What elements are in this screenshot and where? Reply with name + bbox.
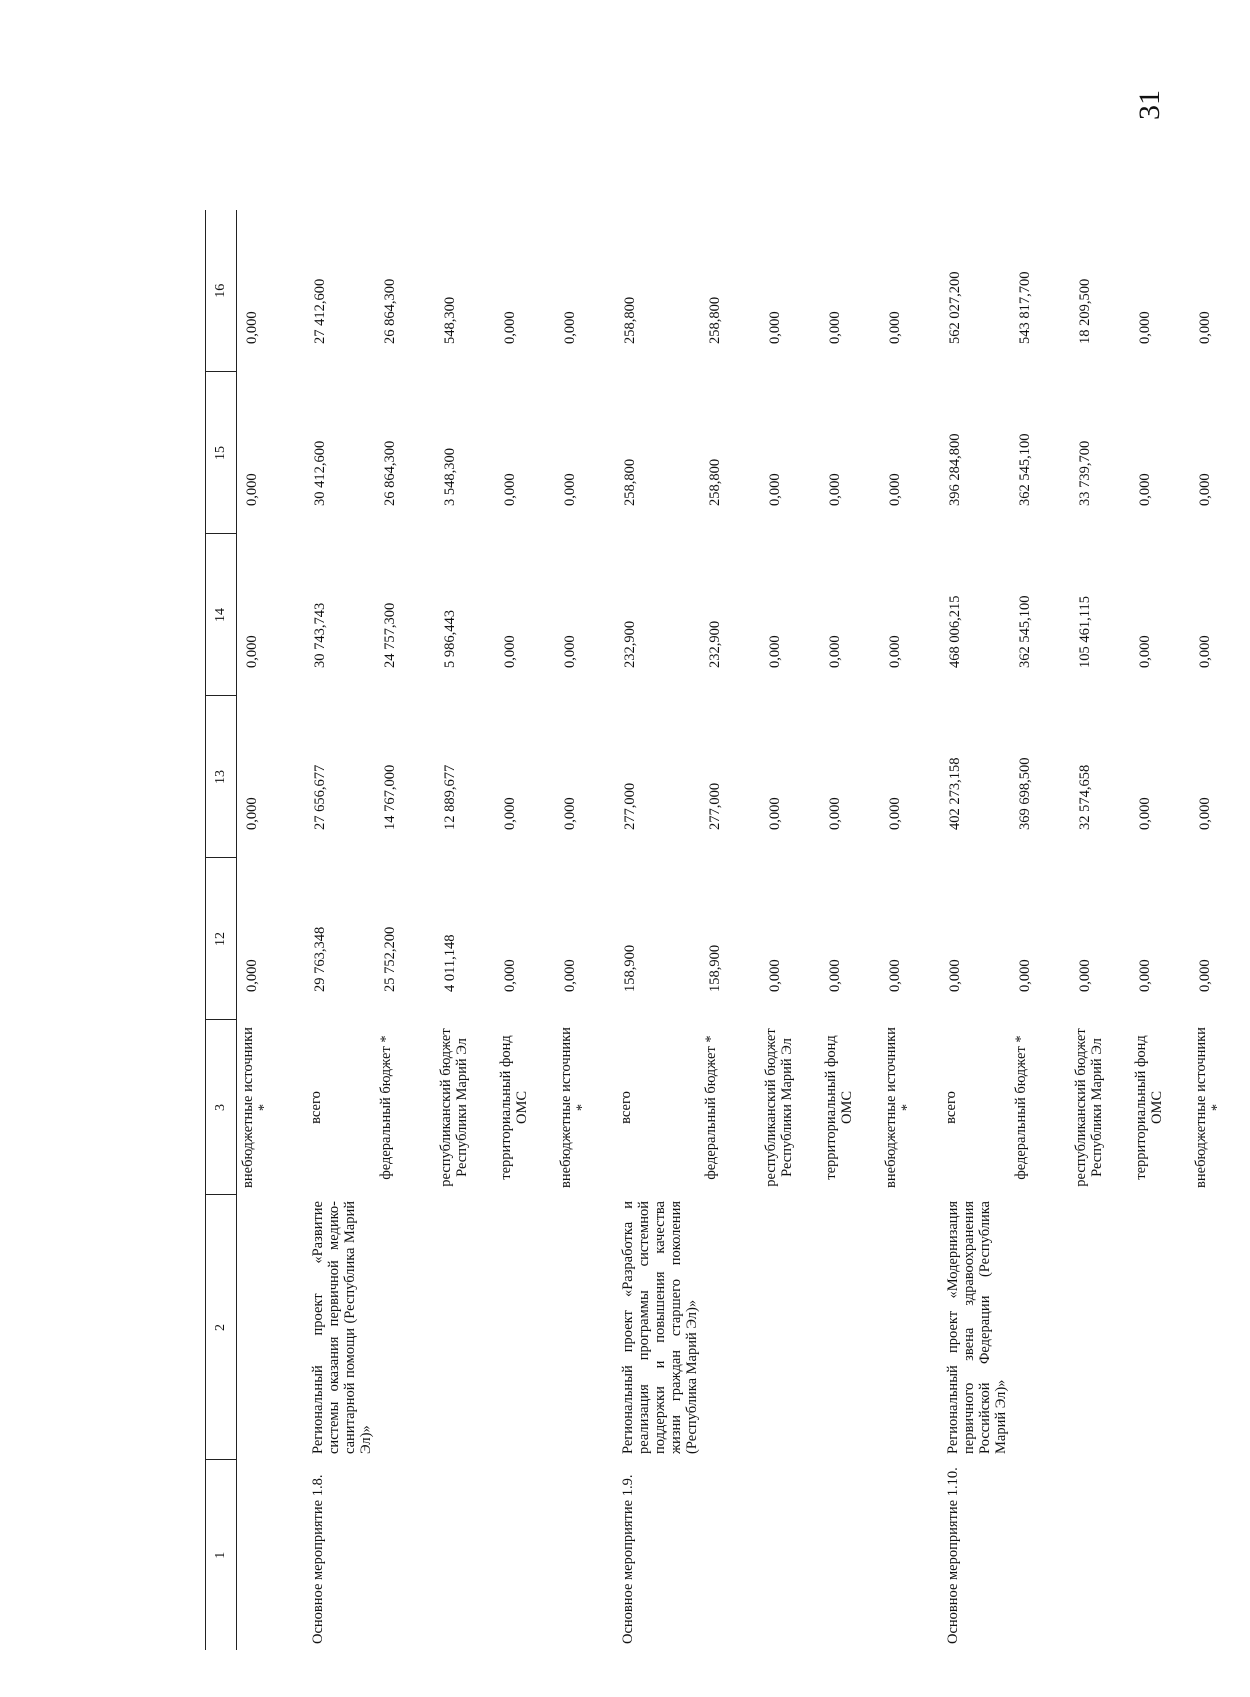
source-cell: республиканский бюджет Республики Марий Эл bbox=[437, 1028, 470, 1187]
source-cell: республиканский бюджет Республики Марий Эл bbox=[763, 1028, 796, 1187]
table-row bbox=[1070, 210, 1130, 1650]
value-cell: 33 739,700 bbox=[1077, 440, 1094, 506]
value-cell: 27 656,677 bbox=[312, 764, 328, 830]
table-row bbox=[940, 210, 1010, 1650]
value-cell: 14 767,000 bbox=[381, 764, 398, 830]
table-row bbox=[435, 210, 495, 1650]
value-cell: 4 011,148 bbox=[441, 934, 458, 992]
value-cell: 0,000 bbox=[887, 635, 904, 668]
value-cell: 0,000 bbox=[947, 959, 964, 992]
measure-cell bbox=[820, 1460, 880, 1650]
source-cell: всего bbox=[308, 1091, 324, 1124]
value-cell: 0,000 bbox=[1137, 959, 1154, 992]
value-cell: 5 986,443 bbox=[441, 610, 458, 668]
value-cell: 0,000 bbox=[767, 635, 784, 668]
value-cell: 277,000 bbox=[707, 782, 724, 830]
project-cell bbox=[700, 1195, 760, 1460]
value-cell: 26 864,300 bbox=[381, 440, 398, 506]
value-cell: 0,000 bbox=[827, 959, 844, 992]
value-cell: 369 698,500 bbox=[1017, 757, 1034, 830]
table-row bbox=[615, 210, 701, 1650]
project-cell bbox=[375, 1195, 435, 1460]
table-row bbox=[555, 210, 615, 1650]
header-cell: 16 bbox=[206, 210, 237, 372]
header-cell: 15 bbox=[206, 372, 237, 534]
value-cell: 402 273,158 bbox=[947, 757, 964, 830]
value-cell: 26 864,300 bbox=[381, 278, 398, 344]
table-row bbox=[495, 210, 555, 1650]
measure-cell bbox=[435, 1460, 495, 1650]
table-row bbox=[880, 210, 940, 1650]
header-cell: 12 bbox=[206, 858, 237, 1020]
value-cell: 562 027,200 bbox=[947, 271, 964, 344]
value-cell: 25 752,200 bbox=[381, 926, 398, 992]
value-cell: 548,300 bbox=[441, 296, 458, 344]
value-cell: 0,000 bbox=[1017, 959, 1034, 992]
project-cell bbox=[820, 1195, 880, 1460]
value-cell: 0,000 bbox=[244, 311, 260, 344]
value-cell: 0,000 bbox=[561, 797, 578, 830]
project-cell: Региональный проект «Модернизация первичного звена здравоохранения Российской Федерации (Республика Марий Эл)» bbox=[945, 1201, 1010, 1454]
value-cell: 0,000 bbox=[1197, 959, 1214, 992]
table-row bbox=[1130, 210, 1190, 1650]
project-cell bbox=[237, 1195, 306, 1460]
header-cell: 3 bbox=[206, 1020, 237, 1195]
source-cell: территориальный фонд ОМС bbox=[497, 1035, 530, 1180]
measure-cell bbox=[555, 1460, 615, 1650]
value-cell: 0,000 bbox=[1137, 635, 1154, 668]
measure-cell bbox=[495, 1460, 555, 1650]
source-cell: внебюджетные источники * bbox=[557, 1027, 590, 1188]
value-cell: 543 817,700 bbox=[1017, 271, 1034, 344]
value-cell: 0,000 bbox=[501, 959, 518, 992]
value-cell: 0,000 bbox=[244, 635, 260, 668]
value-cell: 0,000 bbox=[561, 959, 578, 992]
value-cell: 0,000 bbox=[1077, 959, 1094, 992]
value-cell: 0,000 bbox=[827, 797, 844, 830]
value-cell: 0,000 bbox=[827, 473, 844, 506]
value-cell: 3 548,300 bbox=[441, 448, 458, 506]
value-cell: 258,800 bbox=[707, 458, 724, 506]
measure-cell bbox=[1070, 1460, 1130, 1650]
value-cell: 0,000 bbox=[887, 311, 904, 344]
source-cell: внебюджетные источники * bbox=[1193, 1027, 1226, 1188]
value-cell: 0,000 bbox=[767, 311, 784, 344]
value-cell: 32 574,658 bbox=[1077, 764, 1094, 830]
value-cell: 12 889,677 bbox=[441, 764, 458, 830]
table-row bbox=[375, 210, 435, 1650]
value-cell: 232,900 bbox=[707, 620, 724, 668]
value-cell: 0,000 bbox=[1137, 473, 1154, 506]
measure-cell bbox=[1130, 1460, 1190, 1650]
value-cell: 0,000 bbox=[501, 473, 518, 506]
measure-cell bbox=[1190, 1460, 1250, 1650]
source-cell: внебюджетные источники * bbox=[883, 1027, 916, 1188]
source-cell: территориальный фонд ОМС bbox=[823, 1035, 856, 1180]
value-cell: 105 461,115 bbox=[1077, 596, 1094, 668]
header-cell: 14 bbox=[206, 534, 237, 696]
value-cell: 30 412,600 bbox=[312, 440, 328, 506]
value-cell: 30 743,743 bbox=[312, 602, 328, 668]
value-cell: 0,000 bbox=[561, 635, 578, 668]
source-cell: федеральный бюджет * bbox=[703, 1035, 720, 1180]
header-row bbox=[206, 210, 237, 1650]
value-cell: 158,900 bbox=[621, 944, 638, 992]
table-row bbox=[820, 210, 880, 1650]
table-row bbox=[700, 210, 760, 1650]
value-cell: 0,000 bbox=[561, 473, 578, 506]
source-cell: внебюджетные источники * bbox=[240, 1027, 272, 1188]
measure-cell bbox=[760, 1460, 820, 1650]
funding-table bbox=[205, 210, 1250, 1650]
value-cell: 0,000 bbox=[887, 473, 904, 506]
source-cell: федеральный бюджет * bbox=[1013, 1035, 1030, 1180]
project-cell bbox=[435, 1195, 495, 1460]
value-cell: 0,000 bbox=[887, 797, 904, 830]
project-cell bbox=[1190, 1195, 1250, 1460]
measure-cell: Основное мероприятие 1.9. bbox=[619, 1474, 636, 1644]
value-cell: 0,000 bbox=[767, 797, 784, 830]
value-cell: 0,000 bbox=[244, 797, 260, 830]
value-cell: 0,000 bbox=[887, 959, 904, 992]
project-cell: Региональный проект «Развитие системы оказания первичной медико-санитарной помощи (Республика Марий Эл)» bbox=[310, 1201, 374, 1454]
header-cell: 2 bbox=[206, 1195, 237, 1460]
value-cell: 258,800 bbox=[621, 296, 638, 344]
value-cell: 362 545,100 bbox=[1017, 595, 1034, 668]
value-cell: 0,000 bbox=[244, 473, 260, 506]
source-cell: республиканский бюджет Республики Марий Эл bbox=[1073, 1028, 1106, 1187]
value-cell: 0,000 bbox=[767, 959, 784, 992]
value-cell: 0,000 bbox=[1137, 797, 1154, 830]
measure-cell: Основное мероприятие 1.10. bbox=[945, 1467, 962, 1644]
value-cell: 0,000 bbox=[1197, 311, 1214, 344]
value-cell: 0,000 bbox=[561, 311, 578, 344]
source-cell: федеральный бюджет * bbox=[377, 1035, 394, 1180]
source-cell: всего bbox=[617, 1091, 634, 1124]
value-cell: 0,000 bbox=[244, 959, 260, 992]
header-cell: 1 bbox=[206, 1460, 237, 1650]
value-cell: 18 209,500 bbox=[1077, 278, 1094, 344]
measure-cell bbox=[1010, 1460, 1070, 1650]
value-cell: 27 412,600 bbox=[312, 278, 328, 344]
value-cell: 158,900 bbox=[707, 944, 724, 992]
value-cell: 0,000 bbox=[1197, 635, 1214, 668]
page-number: 31 bbox=[1133, 90, 1166, 120]
value-cell: 0,000 bbox=[501, 797, 518, 830]
table-row bbox=[305, 210, 375, 1650]
value-cell: 0,000 bbox=[827, 311, 844, 344]
project-cell bbox=[1010, 1195, 1070, 1460]
project-cell bbox=[880, 1195, 940, 1460]
value-cell: 258,800 bbox=[707, 296, 724, 344]
table-row bbox=[237, 210, 306, 1650]
measure-cell bbox=[880, 1460, 940, 1650]
value-cell: 0,000 bbox=[501, 311, 518, 344]
value-cell: 258,800 bbox=[621, 458, 638, 506]
source-cell: всего bbox=[943, 1091, 960, 1124]
value-cell: 0,000 bbox=[1137, 311, 1154, 344]
source-cell: территориальный фонд ОМС bbox=[1133, 1035, 1166, 1180]
measure-cell: Основное мероприятие 1.8. bbox=[310, 1474, 326, 1644]
project-cell: Региональный проект «Разработка и реализация программы системной поддержки и повышения качества жизни граждан старшего поколения (Республика Марий Эл)» bbox=[619, 1201, 700, 1454]
measure-cell bbox=[700, 1460, 760, 1650]
project-cell bbox=[1130, 1195, 1190, 1460]
value-cell: 277,000 bbox=[621, 782, 638, 830]
project-cell bbox=[1070, 1195, 1130, 1460]
table-row bbox=[1010, 210, 1070, 1650]
value-cell: 0,000 bbox=[1197, 473, 1214, 506]
project-cell bbox=[555, 1195, 615, 1460]
project-cell bbox=[495, 1195, 555, 1460]
header-cell: 13 bbox=[206, 696, 237, 858]
value-cell: 0,000 bbox=[767, 473, 784, 506]
rotated-table-sheet bbox=[205, 210, 1226, 1650]
project-cell bbox=[760, 1195, 820, 1460]
table-row bbox=[1190, 210, 1250, 1650]
value-cell: 29 763,348 bbox=[312, 926, 328, 992]
measure-cell bbox=[237, 1460, 306, 1650]
table-row bbox=[760, 210, 820, 1650]
value-cell: 0,000 bbox=[1197, 797, 1214, 830]
measure-cell bbox=[375, 1460, 435, 1650]
value-cell: 362 545,100 bbox=[1017, 433, 1034, 506]
value-cell: 0,000 bbox=[827, 635, 844, 668]
value-cell: 0,000 bbox=[501, 635, 518, 668]
value-cell: 468 006,215 bbox=[947, 595, 964, 668]
value-cell: 396 284,800 bbox=[947, 433, 964, 506]
value-cell: 232,900 bbox=[621, 620, 638, 668]
value-cell: 24 757,300 bbox=[381, 602, 398, 668]
